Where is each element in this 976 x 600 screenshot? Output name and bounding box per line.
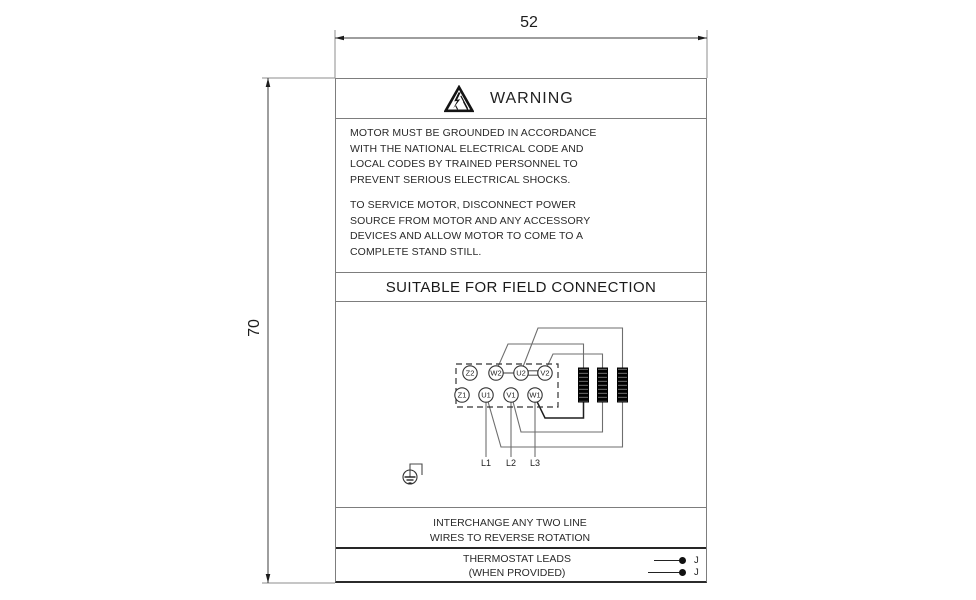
terminal-label-z1: Z1: [457, 390, 467, 400]
wire-w1-coil1: [537, 402, 584, 418]
warning-text-line: LOCAL CODES BY TRAINED PERSONNEL TO: [350, 158, 578, 171]
field-connection-title: SUITABLE FOR FIELD CONNECTION: [385, 278, 657, 296]
arrowhead-down-icon: [266, 574, 271, 583]
winding-coils: [579, 368, 628, 402]
terminal-label-u1: U1: [481, 390, 491, 400]
warning-header-section: [336, 79, 706, 119]
warning-text-line: SOURCE FROM MOTOR AND ANY ACCESSORY: [350, 214, 591, 227]
interchange-line1: INTERCHANGE ANY TWO LINE: [433, 517, 587, 529]
warning-text-line: DEVICES AND ALLOW MOTOR TO COME TO A: [350, 230, 584, 243]
lead-dot-icon: [679, 569, 686, 576]
terminal-label-w1: W1: [529, 390, 541, 400]
arrowhead-right-icon: [698, 36, 707, 41]
wire-v2-coil2: [547, 354, 603, 368]
warning-text-line: WITH THE NATIONAL ELECTRICAL CODE AND: [350, 142, 584, 155]
arrowhead-up-icon: [266, 78, 271, 87]
lead-1-label: J: [694, 555, 699, 566]
warning-text-section: [336, 119, 706, 272]
lead-dot-icon: [679, 557, 686, 564]
width-dimension-value: 52: [520, 14, 538, 31]
terminal-label-v1: V1: [506, 390, 516, 400]
arrowhead-left-icon: [335, 36, 344, 41]
motor-warning-label: [335, 78, 707, 583]
wire-u2-coil3: [523, 328, 623, 368]
lead-wire-icon: [648, 572, 680, 573]
thermostat-lead-1: [654, 557, 699, 564]
wiring-diagram-section: [336, 302, 706, 507]
warning-text-line: PREVENT SERIOUS ELECTRICAL SHOCKS.: [350, 174, 571, 187]
coil-2-icon: [598, 368, 608, 402]
warning-text-line: COMPLETE STAND STILL.: [350, 245, 482, 258]
coil-1-icon: [579, 368, 589, 402]
thermostat-section: [336, 547, 706, 581]
interchange-note-section: [336, 507, 706, 547]
lead-2-label: J: [694, 567, 699, 578]
wiring-diagram: [336, 302, 708, 507]
terminal-label-u2: U2: [516, 368, 526, 378]
warning-text-line: TO SERVICE MOTOR, DISCONNECT POWER: [350, 198, 577, 211]
line-label-l1: L1: [480, 458, 492, 468]
warning-title: WARNING: [490, 89, 574, 107]
terminal-label-w2: W2: [490, 368, 502, 378]
terminal-label-v2: V2: [540, 368, 550, 378]
warning-text-line: MOTOR MUST BE GROUNDED IN ACCORDANCE: [350, 127, 597, 139]
thermostat-line1: THERMOSTAT LEADS: [463, 553, 571, 565]
line-label-l3: L3: [529, 458, 541, 468]
terminal-label-z2: Z2: [465, 368, 475, 378]
line-label-l2: L2: [505, 458, 517, 468]
interchange-line2: WIRES TO REVERSE ROTATION: [429, 532, 591, 545]
thermostat-lead-2: [648, 569, 699, 576]
height-dimension-value: 70: [246, 319, 263, 337]
lead-wire-icon: [654, 560, 680, 561]
ground-icon: [403, 464, 422, 484]
hazard-triangle-icon: [444, 85, 474, 113]
link-u2-v2: [528, 371, 538, 375]
field-connection-section: [336, 272, 706, 302]
coil-3-icon: [618, 368, 628, 402]
thermostat-line2: (WHEN PROVIDED): [468, 566, 566, 579]
